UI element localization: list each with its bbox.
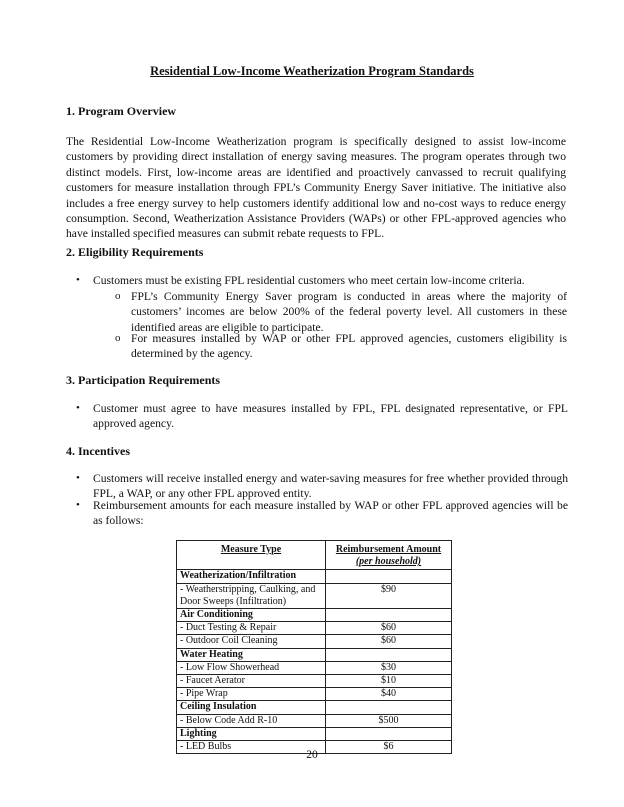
bullet-icon: • (76, 472, 80, 484)
overview-paragraph: The Residential Low-Income Weatherization program is specifically designed to assist low-income customers by providing direct installation of energy saving measures. The program operates through two distinct models. First, low-income areas are identified and proactively canvassed to recruit qualifying customers for measure installation through FPL’s Community Energy Saver initiative. The initiative also includes a free energy survey to help customers identify additional low and no-cost ways to reduce energy consumption. Second, Weatherization Assistance Providers (WAPs) or other FPL-approved agencies who have installed specified measures can submit rebate requests to FPL. (66, 135, 566, 241)
table-row: - Pipe Wrap $40 (177, 688, 452, 701)
table-row: Weatherization/Infiltration (177, 570, 452, 583)
participation-bullet-text: Customer must agree to have measures installed by FPL, FPL designated representative, or FPL approved agency. (93, 402, 568, 431)
list-item (76, 273, 568, 288)
list-item (76, 498, 568, 529)
table-row: Lighting (177, 727, 452, 740)
section-heading-participation: 3. Participation Requirements (66, 373, 221, 387)
bullet-icon: • (76, 274, 80, 286)
table-header-row (177, 541, 452, 570)
table-row: - Faucet Aerator $10 (177, 675, 452, 688)
list-item (76, 401, 568, 432)
table-row: Ceiling Insulation (177, 701, 452, 714)
section-heading-overview: 1. Program Overview (66, 104, 177, 118)
column-header-amount: Reimbursement Amount (per household) (326, 541, 452, 570)
bullet-icon: • (76, 499, 80, 511)
incentives-bullet-text: Customers will receive installed energy and water-saving measures for free whether provided through FPL, a WAP, or any other FPL approved entity. (93, 472, 568, 501)
table-row: - Low Flow Showerhead $30 (177, 661, 452, 674)
table-row: - Duct Testing & Repair $60 (177, 622, 452, 635)
eligibility-sub-bullet-text: For measures installed by WAP or other FPL approved agencies, customers eligibility is determined by the agency. (131, 332, 567, 361)
table-row: - Below Code Add R-10 $500 (177, 714, 452, 727)
page-title: Residential Low-Income Weatherization Program Standards (150, 64, 474, 78)
table-row: Water Heating (177, 648, 452, 661)
page-number: 20 (306, 749, 318, 761)
table-row: - LED Bulbs $6 (177, 741, 452, 754)
section-heading-eligibility: 2. Eligibility Requirements (66, 245, 204, 259)
column-header-measure: Measure Type (177, 541, 326, 570)
bullet-icon: • (76, 402, 80, 414)
column-subheader-amount: (per household) (355, 556, 422, 568)
table-row: - Weatherstripping, Caulking, and Door Sweeps (Infiltration) $90 (177, 583, 452, 608)
sub-bullet-icon: o (115, 290, 121, 302)
eligibility-sub-bullet-text: FPL’s Community Energy Saver program is conducted in areas where the majority of customers’ incomes are below 200% of the federal poverty level. All customers in these identified areas are eligible to participate. (131, 290, 567, 334)
reimbursement-table (176, 540, 452, 754)
eligibility-bullet-text: Customers must be existing FPL residential customers who meet certain low-income criteria. (93, 274, 525, 287)
list-item (115, 331, 567, 362)
section-heading-incentives: 4. Incentives (66, 444, 130, 458)
incentives-bullet-text: Reimbursement amounts for each measure installed by WAP or other FPL approved agencies will be as follows: (93, 499, 568, 528)
sub-bullet-icon: o (115, 332, 121, 344)
table-row: Air Conditioning (177, 609, 452, 622)
table-row: - Outdoor Coil Cleaning $60 (177, 635, 452, 648)
list-item (115, 289, 567, 335)
